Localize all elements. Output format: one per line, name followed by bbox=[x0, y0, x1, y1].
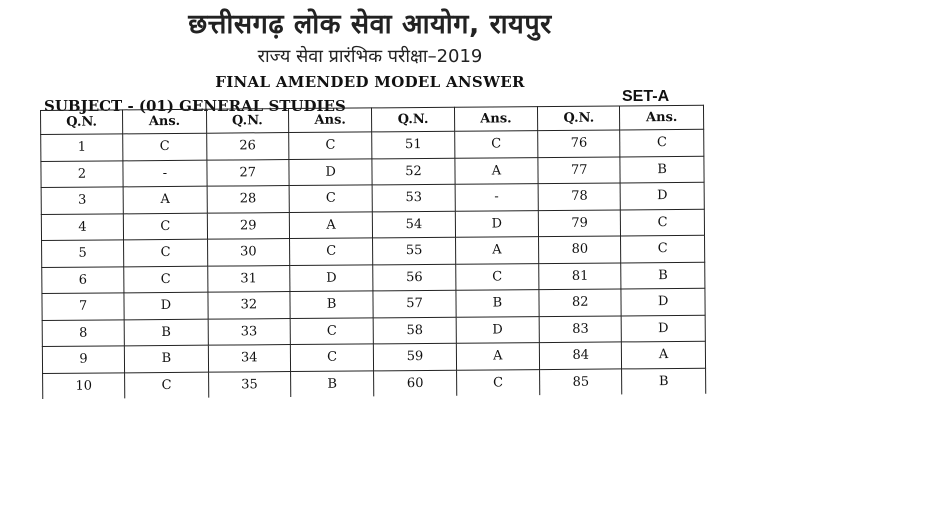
answer-cell: C bbox=[456, 369, 540, 396]
question-number-cell: 28 bbox=[207, 186, 289, 213]
table-body bbox=[41, 129, 706, 399]
question-number-cell: 84 bbox=[540, 342, 622, 369]
answer-cell: C bbox=[621, 209, 705, 236]
column-header: Q.N. bbox=[372, 107, 454, 132]
answer-cell: A bbox=[123, 186, 207, 213]
question-number-cell: 30 bbox=[207, 239, 289, 266]
answer-cell: B bbox=[620, 156, 704, 183]
question-number-cell: 77 bbox=[538, 156, 620, 183]
exam-title: राज्य सेवा प्रारंभिक परीक्षा–2019 bbox=[257, 46, 483, 67]
answer-cell: D bbox=[620, 182, 704, 209]
answer-cell: B bbox=[622, 368, 706, 395]
question-number-cell: 5 bbox=[42, 240, 124, 267]
question-number-cell: 8 bbox=[42, 319, 124, 346]
answer-cell: C bbox=[124, 239, 208, 266]
column-header: Ans. bbox=[123, 109, 207, 134]
question-number-cell: 32 bbox=[208, 292, 290, 319]
question-number-cell: 76 bbox=[538, 130, 620, 157]
answer-cell: C bbox=[124, 266, 208, 293]
question-number-cell: 2 bbox=[41, 160, 123, 187]
question-number-cell: 60 bbox=[374, 370, 456, 397]
question-number-cell: 7 bbox=[42, 293, 124, 320]
question-number-cell: 29 bbox=[207, 212, 289, 239]
answer-cell: D bbox=[289, 158, 373, 185]
question-number-cell: 78 bbox=[538, 183, 620, 210]
answer-cell: B bbox=[455, 290, 539, 317]
answer-table bbox=[40, 105, 706, 399]
column-header: Ans. bbox=[620, 105, 704, 130]
question-number-cell: 80 bbox=[539, 236, 621, 263]
column-header: Ans. bbox=[288, 108, 372, 133]
question-number-cell: 53 bbox=[373, 184, 455, 211]
answer-cell: B bbox=[290, 370, 374, 397]
column-header: Q.N. bbox=[41, 110, 123, 135]
answer-cell: A bbox=[289, 211, 373, 238]
answer-cell: B bbox=[621, 262, 705, 289]
document-title: FINAL AMENDED MODEL ANSWER bbox=[215, 73, 525, 91]
answer-cell: A bbox=[456, 343, 540, 370]
answer-cell: C bbox=[125, 372, 209, 399]
question-number-cell: 55 bbox=[373, 237, 455, 264]
column-header: Q.N. bbox=[206, 109, 288, 134]
question-number-cell: 10 bbox=[43, 372, 125, 399]
answer-cell: - bbox=[123, 160, 207, 187]
column-header: Q.N. bbox=[538, 106, 620, 131]
subject-label: SUBJECT - (01) GENERAL STUDIES bbox=[44, 97, 346, 115]
answer-cell: D bbox=[290, 264, 374, 291]
set-label: SET-A bbox=[622, 88, 670, 105]
question-number-cell: 52 bbox=[372, 158, 454, 185]
answer-cell: C bbox=[620, 129, 704, 156]
question-number-cell: 35 bbox=[208, 371, 290, 398]
question-number-cell: 9 bbox=[42, 346, 124, 373]
question-number-cell: 81 bbox=[539, 262, 621, 289]
question-number-cell: 54 bbox=[373, 211, 455, 238]
question-number-cell: 56 bbox=[373, 264, 455, 291]
question-number-cell: 33 bbox=[208, 318, 290, 345]
question-number-cell: 27 bbox=[207, 159, 289, 186]
answer-cell: C bbox=[123, 213, 207, 240]
answer-cell: D bbox=[621, 315, 705, 342]
question-number-cell: 59 bbox=[374, 343, 456, 370]
table-row bbox=[43, 368, 706, 399]
question-number-cell: 57 bbox=[373, 290, 455, 317]
answer-cell: C bbox=[621, 235, 705, 262]
question-number-cell: 83 bbox=[539, 315, 621, 342]
answer-cell: C bbox=[454, 131, 538, 158]
answer-cell: C bbox=[290, 344, 374, 371]
question-number-cell: 51 bbox=[372, 131, 454, 158]
question-number-cell: 85 bbox=[540, 368, 622, 395]
answer-cell: C bbox=[123, 133, 207, 160]
question-number-cell: 58 bbox=[374, 317, 456, 344]
answer-table-wrapper bbox=[40, 105, 706, 399]
column-header: Ans. bbox=[454, 107, 538, 132]
question-number-cell: 79 bbox=[539, 209, 621, 236]
answer-cell: C bbox=[289, 185, 373, 212]
answer-cell: D bbox=[455, 210, 539, 237]
answer-cell: D bbox=[456, 316, 540, 343]
answer-cell: B bbox=[124, 345, 208, 372]
answer-cell: A bbox=[454, 157, 538, 184]
answer-cell: B bbox=[290, 291, 374, 318]
answer-cell: - bbox=[455, 184, 539, 211]
answer-cell: C bbox=[288, 132, 372, 159]
answer-cell: C bbox=[455, 263, 539, 290]
answer-cell: D bbox=[124, 292, 208, 319]
answer-cell: C bbox=[289, 238, 373, 265]
question-number-cell: 6 bbox=[42, 266, 124, 293]
answer-cell: A bbox=[622, 341, 706, 368]
question-number-cell: 31 bbox=[207, 265, 289, 292]
organization-title: छत्तीसगढ़ लोक सेवा आयोग, रायपुर bbox=[188, 9, 552, 40]
question-number-cell: 82 bbox=[539, 289, 621, 316]
answer-cell: D bbox=[621, 288, 705, 315]
question-number-cell: 3 bbox=[41, 187, 123, 214]
question-number-cell: 26 bbox=[206, 133, 288, 160]
question-number-cell: 1 bbox=[41, 134, 123, 161]
question-number-cell: 34 bbox=[208, 345, 290, 372]
question-number-cell: 4 bbox=[41, 213, 123, 240]
answer-cell: A bbox=[455, 237, 539, 264]
answer-cell: B bbox=[124, 319, 208, 346]
answer-cell: C bbox=[290, 317, 374, 344]
